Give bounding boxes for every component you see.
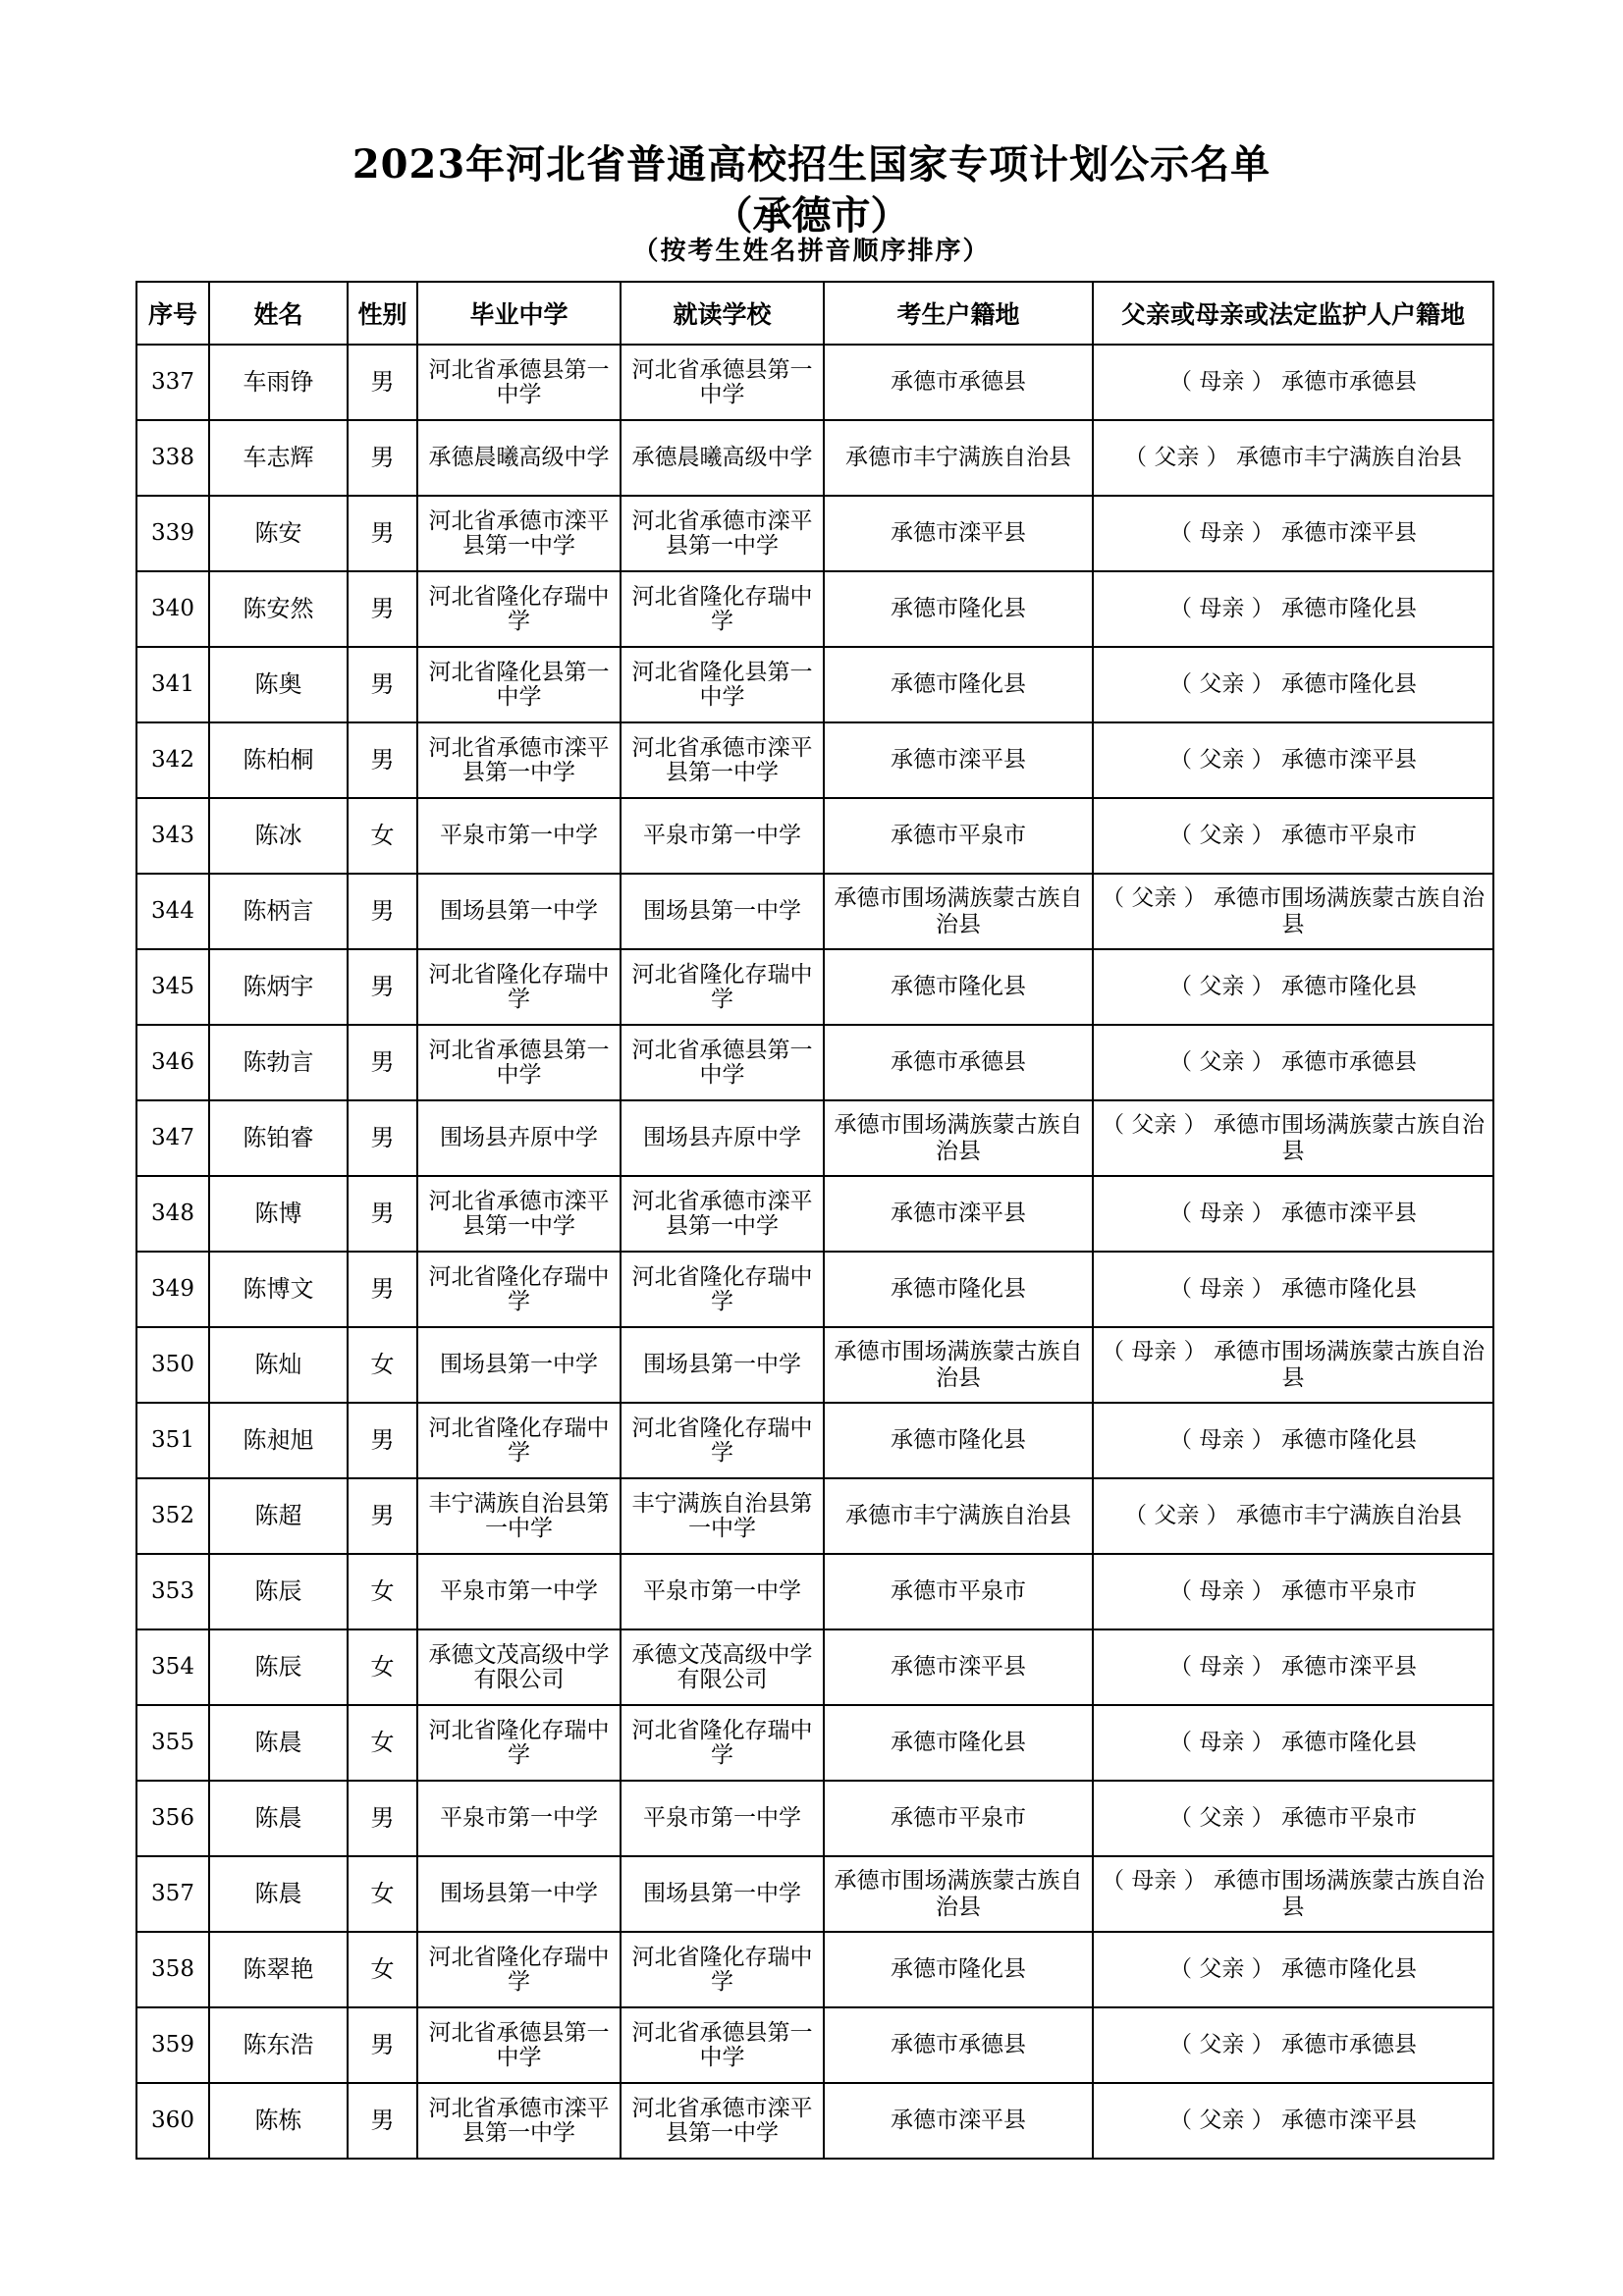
cell-sex: 男 <box>348 1478 417 1554</box>
header-guardian-hukou: 父亲或母亲或法定监护人户籍地 <box>1093 282 1493 345</box>
cell-student-hukou: 承德市平泉市 <box>824 1781 1093 1856</box>
cell-current-school: 河北省隆化存瑞中学 <box>621 1932 824 2007</box>
cell-name: 陈安 <box>209 496 348 571</box>
cell-graduation-school: 河北省隆化存瑞中学 <box>417 1705 621 1781</box>
table-row <box>136 2083 1493 2159</box>
cell-student-hukou: 承德市丰宁满族自治县 <box>824 1478 1093 1554</box>
cell-sex: 男 <box>348 2083 417 2159</box>
cell-name: 陈柄言 <box>209 874 348 949</box>
cell-graduation-school: 河北省承德县第一中学 <box>417 1025 621 1100</box>
table-row <box>136 1025 1493 1100</box>
cell-graduation-school: 河北省承德县第一中学 <box>417 345 621 420</box>
cell-student-hukou: 承德市围场满族蒙古族自治县 <box>824 1100 1093 1176</box>
table-row <box>136 2007 1493 2083</box>
cell-sex: 男 <box>348 647 417 722</box>
table-row <box>136 1856 1493 1932</box>
cell-name: 陈辰 <box>209 1554 348 1629</box>
cell-current-school: 丰宁满族自治县第一中学 <box>621 1478 824 1554</box>
header-seq: 序号 <box>136 282 209 345</box>
cell-graduation-school: 河北省隆化存瑞中学 <box>417 1403 621 1478</box>
cell-current-school: 河北省承德县第一中学 <box>621 1025 824 1100</box>
cell-graduation-school: 丰宁满族自治县第一中学 <box>417 1478 621 1554</box>
cell-graduation-school: 承德文茂高级中学有限公司 <box>417 1629 621 1705</box>
cell-seq: 357 <box>136 1856 209 1932</box>
table-row <box>136 798 1493 874</box>
table-row <box>136 722 1493 798</box>
cell-name: 陈昶旭 <box>209 1403 348 1478</box>
cell-guardian-hukou: （ 母亲 ） 承德市隆化县 <box>1093 1403 1493 1478</box>
cell-name: 陈奥 <box>209 647 348 722</box>
cell-guardian-hukou: （ 父亲 ） 承德市滦平县 <box>1093 722 1493 798</box>
cell-guardian-hukou: （ 母亲 ） 承德市隆化县 <box>1093 571 1493 647</box>
cell-name: 陈冰 <box>209 798 348 874</box>
cell-name: 陈东浩 <box>209 2007 348 2083</box>
header-sex: 性别 <box>348 282 417 345</box>
cell-seq: 354 <box>136 1629 209 1705</box>
cell-current-school: 河北省承德市滦平县第一中学 <box>621 2083 824 2159</box>
cell-name: 陈博文 <box>209 1252 348 1327</box>
cell-student-hukou: 承德市丰宁满族自治县 <box>824 420 1093 496</box>
cell-current-school: 河北省承德县第一中学 <box>621 345 824 420</box>
cell-sex: 男 <box>348 949 417 1025</box>
cell-guardian-hukou: （ 父亲 ） 承德市隆化县 <box>1093 949 1493 1025</box>
cell-graduation-school: 河北省承德市滦平县第一中学 <box>417 1176 621 1252</box>
cell-graduation-school: 河北省承德县第一中学 <box>417 2007 621 2083</box>
cell-graduation-school: 河北省承德市滦平县第一中学 <box>417 722 621 798</box>
cell-student-hukou: 承德市滦平县 <box>824 496 1093 571</box>
cell-current-school: 平泉市第一中学 <box>621 1781 824 1856</box>
cell-current-school: 平泉市第一中学 <box>621 798 824 874</box>
table-row <box>136 949 1493 1025</box>
cell-sex: 女 <box>348 1554 417 1629</box>
cell-current-school: 河北省隆化存瑞中学 <box>621 1252 824 1327</box>
table-row <box>136 1403 1493 1478</box>
cell-graduation-school: 河北省隆化存瑞中学 <box>417 949 621 1025</box>
cell-student-hukou: 承德市隆化县 <box>824 949 1093 1025</box>
cell-sex: 男 <box>348 874 417 949</box>
cell-graduation-school: 围场县卉原中学 <box>417 1100 621 1176</box>
cell-name: 陈安然 <box>209 571 348 647</box>
cell-seq: 349 <box>136 1252 209 1327</box>
cell-sex: 男 <box>348 496 417 571</box>
cell-student-hukou: 承德市隆化县 <box>824 1932 1093 2007</box>
cell-graduation-school: 河北省承德市滦平县第一中学 <box>417 2083 621 2159</box>
cell-current-school: 河北省承德县第一中学 <box>621 2007 824 2083</box>
cell-student-hukou: 承德市滦平县 <box>824 722 1093 798</box>
cell-seq: 355 <box>136 1705 209 1781</box>
cell-graduation-school: 承德晨曦高级中学 <box>417 420 621 496</box>
cell-graduation-school: 围场县第一中学 <box>417 1327 621 1403</box>
cell-student-hukou: 承德市隆化县 <box>824 1252 1093 1327</box>
cell-graduation-school: 围场县第一中学 <box>417 874 621 949</box>
cell-name: 陈翠艳 <box>209 1932 348 2007</box>
table-row <box>136 1781 1493 1856</box>
cell-student-hukou: 承德市围场满族蒙古族自治县 <box>824 874 1093 949</box>
cell-name: 车志辉 <box>209 420 348 496</box>
cell-sex: 男 <box>348 1403 417 1478</box>
cell-student-hukou: 承德市隆化县 <box>824 647 1093 722</box>
table-row <box>136 1478 1493 1554</box>
cell-guardian-hukou: （ 母亲 ） 承德市滦平县 <box>1093 1176 1493 1252</box>
cell-name: 陈晨 <box>209 1856 348 1932</box>
cell-student-hukou: 承德市承德县 <box>824 345 1093 420</box>
cell-seq: 360 <box>136 2083 209 2159</box>
cell-current-school: 承德文茂高级中学有限公司 <box>621 1629 824 1705</box>
page-subtitle-city: （承德市） <box>713 192 910 239</box>
cell-graduation-school: 围场县第一中学 <box>417 1856 621 1932</box>
table-body <box>136 345 1493 2159</box>
cell-name: 陈晨 <box>209 1705 348 1781</box>
table-row <box>136 1327 1493 1403</box>
cell-name: 陈勃言 <box>209 1025 348 1100</box>
cell-seq: 342 <box>136 722 209 798</box>
cell-sex: 男 <box>348 722 417 798</box>
cell-guardian-hukou: （ 父亲 ） 承德市承德县 <box>1093 1025 1493 1100</box>
cell-student-hukou: 承德市隆化县 <box>824 1403 1093 1478</box>
table-row <box>136 1554 1493 1629</box>
cell-student-hukou: 承德市滦平县 <box>824 2083 1093 2159</box>
table-row <box>136 420 1493 496</box>
page-subtitle-sort-note: （按考生姓名拼音顺序排序） <box>632 237 991 266</box>
cell-sex: 男 <box>348 571 417 647</box>
header-name: 姓名 <box>209 282 348 345</box>
cell-guardian-hukou: （ 父亲 ） 承德市围场满族蒙古族自治县 <box>1093 874 1493 949</box>
cell-seq: 344 <box>136 874 209 949</box>
table-row <box>136 1100 1493 1176</box>
cell-current-school: 河北省隆化县第一中学 <box>621 647 824 722</box>
cell-current-school: 河北省隆化存瑞中学 <box>621 949 824 1025</box>
cell-current-school: 围场县第一中学 <box>621 874 824 949</box>
cell-student-hukou: 承德市承德县 <box>824 2007 1093 2083</box>
cell-seq: 338 <box>136 420 209 496</box>
cell-name: 陈炳宇 <box>209 949 348 1025</box>
table-row <box>136 1252 1493 1327</box>
cell-guardian-hukou: （ 母亲 ） 承德市承德县 <box>1093 345 1493 420</box>
cell-seq: 356 <box>136 1781 209 1856</box>
cell-name: 陈辰 <box>209 1629 348 1705</box>
cell-seq: 345 <box>136 949 209 1025</box>
cell-guardian-hukou: （ 父亲 ） 承德市平泉市 <box>1093 798 1493 874</box>
cell-guardian-hukou: （ 父亲 ） 承德市隆化县 <box>1093 647 1493 722</box>
table-row <box>136 1176 1493 1252</box>
cell-sex: 女 <box>348 798 417 874</box>
cell-graduation-school: 平泉市第一中学 <box>417 798 621 874</box>
cell-guardian-hukou: （ 父亲 ） 承德市平泉市 <box>1093 1781 1493 1856</box>
cell-student-hukou: 承德市围场满族蒙古族自治县 <box>824 1856 1093 1932</box>
cell-student-hukou: 承德市隆化县 <box>824 571 1093 647</box>
cell-graduation-school: 河北省隆化县第一中学 <box>417 647 621 722</box>
cell-name: 车雨铮 <box>209 345 348 420</box>
cell-graduation-school: 河北省承德市滦平县第一中学 <box>417 496 621 571</box>
table-row <box>136 496 1493 571</box>
cell-sex: 男 <box>348 420 417 496</box>
cell-current-school: 承德晨曦高级中学 <box>621 420 824 496</box>
cell-current-school: 河北省隆化存瑞中学 <box>621 1403 824 1478</box>
cell-seq: 353 <box>136 1554 209 1629</box>
cell-guardian-hukou: （ 父亲 ） 承德市丰宁满族自治县 <box>1093 420 1493 496</box>
cell-current-school: 平泉市第一中学 <box>621 1554 824 1629</box>
cell-seq: 339 <box>136 496 209 571</box>
cell-student-hukou: 承德市隆化县 <box>824 1705 1093 1781</box>
cell-graduation-school: 河北省隆化存瑞中学 <box>417 571 621 647</box>
cell-current-school: 河北省承德市滦平县第一中学 <box>621 722 824 798</box>
cell-current-school: 河北省隆化存瑞中学 <box>621 571 824 647</box>
cell-current-school: 河北省隆化存瑞中学 <box>621 1705 824 1781</box>
cell-seq: 337 <box>136 345 209 420</box>
cell-student-hukou: 承德市承德县 <box>824 1025 1093 1100</box>
cell-sex: 男 <box>348 1781 417 1856</box>
cell-seq: 347 <box>136 1100 209 1176</box>
cell-name: 陈铂睿 <box>209 1100 348 1176</box>
cell-guardian-hukou: （ 母亲 ） 承德市滦平县 <box>1093 1629 1493 1705</box>
cell-guardian-hukou: （ 母亲 ） 承德市隆化县 <box>1093 1252 1493 1327</box>
cell-graduation-school: 河北省隆化存瑞中学 <box>417 1252 621 1327</box>
cell-seq: 359 <box>136 2007 209 2083</box>
cell-guardian-hukou: （ 母亲 ） 承德市滦平县 <box>1093 496 1493 571</box>
cell-sex: 女 <box>348 1705 417 1781</box>
table-row <box>136 874 1493 949</box>
table-row <box>136 647 1493 722</box>
cell-seq: 350 <box>136 1327 209 1403</box>
cell-guardian-hukou: （ 父亲 ） 承德市围场满族蒙古族自治县 <box>1093 1100 1493 1176</box>
cell-sex: 男 <box>348 2007 417 2083</box>
cell-student-hukou: 承德市滦平县 <box>824 1176 1093 1252</box>
cell-sex: 男 <box>348 345 417 420</box>
header-current-school: 就读学校 <box>621 282 824 345</box>
cell-seq: 348 <box>136 1176 209 1252</box>
cell-sex: 女 <box>348 1932 417 2007</box>
cell-name: 陈栋 <box>209 2083 348 2159</box>
table-row <box>136 571 1493 647</box>
cell-name: 陈晨 <box>209 1781 348 1856</box>
cell-seq: 341 <box>136 647 209 722</box>
cell-guardian-hukou: （ 母亲 ） 承德市围场满族蒙古族自治县 <box>1093 1856 1493 1932</box>
cell-seq: 352 <box>136 1478 209 1554</box>
cell-current-school: 河北省承德市滦平县第一中学 <box>621 496 824 571</box>
cell-name: 陈超 <box>209 1478 348 1554</box>
cell-current-school: 河北省承德市滦平县第一中学 <box>621 1176 824 1252</box>
cell-guardian-hukou: （ 母亲 ） 承德市平泉市 <box>1093 1554 1493 1629</box>
cell-sex: 男 <box>348 1100 417 1176</box>
cell-current-school: 围场县第一中学 <box>621 1327 824 1403</box>
cell-seq: 340 <box>136 571 209 647</box>
cell-student-hukou: 承德市滦平县 <box>824 1629 1093 1705</box>
cell-current-school: 围场县第一中学 <box>621 1856 824 1932</box>
cell-sex: 男 <box>348 1252 417 1327</box>
cell-name: 陈柏桐 <box>209 722 348 798</box>
cell-seq: 343 <box>136 798 209 874</box>
header-graduation-school: 毕业中学 <box>417 282 621 345</box>
table-row <box>136 1932 1493 2007</box>
cell-guardian-hukou: （ 父亲 ） 承德市滦平县 <box>1093 2083 1493 2159</box>
cell-student-hukou: 承德市平泉市 <box>824 1554 1093 1629</box>
cell-guardian-hukou: （ 父亲 ） 承德市承德县 <box>1093 2007 1493 2083</box>
cell-sex: 女 <box>348 1856 417 1932</box>
table-row <box>136 1629 1493 1705</box>
cell-current-school: 围场县卉原中学 <box>621 1100 824 1176</box>
cell-sex: 男 <box>348 1176 417 1252</box>
cell-guardian-hukou: （ 父亲 ） 承德市隆化县 <box>1093 1932 1493 2007</box>
cell-graduation-school: 平泉市第一中学 <box>417 1554 621 1629</box>
page-title: 2023年河北省普通高校招生国家专项计划公示名单 <box>352 141 1271 187</box>
cell-sex: 女 <box>348 1629 417 1705</box>
cell-guardian-hukou: （ 母亲 ） 承德市围场满族蒙古族自治县 <box>1093 1327 1493 1403</box>
cell-name: 陈灿 <box>209 1327 348 1403</box>
cell-graduation-school: 平泉市第一中学 <box>417 1781 621 1856</box>
roster-table <box>135 281 1494 2160</box>
cell-name: 陈博 <box>209 1176 348 1252</box>
cell-guardian-hukou: （ 父亲 ） 承德市丰宁满族自治县 <box>1093 1478 1493 1554</box>
cell-student-hukou: 承德市平泉市 <box>824 798 1093 874</box>
cell-sex: 女 <box>348 1327 417 1403</box>
header-student-hukou: 考生户籍地 <box>824 282 1093 345</box>
cell-seq: 358 <box>136 1932 209 2007</box>
cell-guardian-hukou: （ 母亲 ） 承德市隆化县 <box>1093 1705 1493 1781</box>
cell-graduation-school: 河北省隆化存瑞中学 <box>417 1932 621 2007</box>
table-row <box>136 1705 1493 1781</box>
cell-student-hukou: 承德市围场满族蒙古族自治县 <box>824 1327 1093 1403</box>
cell-seq: 351 <box>136 1403 209 1478</box>
cell-sex: 男 <box>348 1025 417 1100</box>
table-header-row <box>136 282 1493 345</box>
table-row <box>136 345 1493 420</box>
cell-seq: 346 <box>136 1025 209 1100</box>
